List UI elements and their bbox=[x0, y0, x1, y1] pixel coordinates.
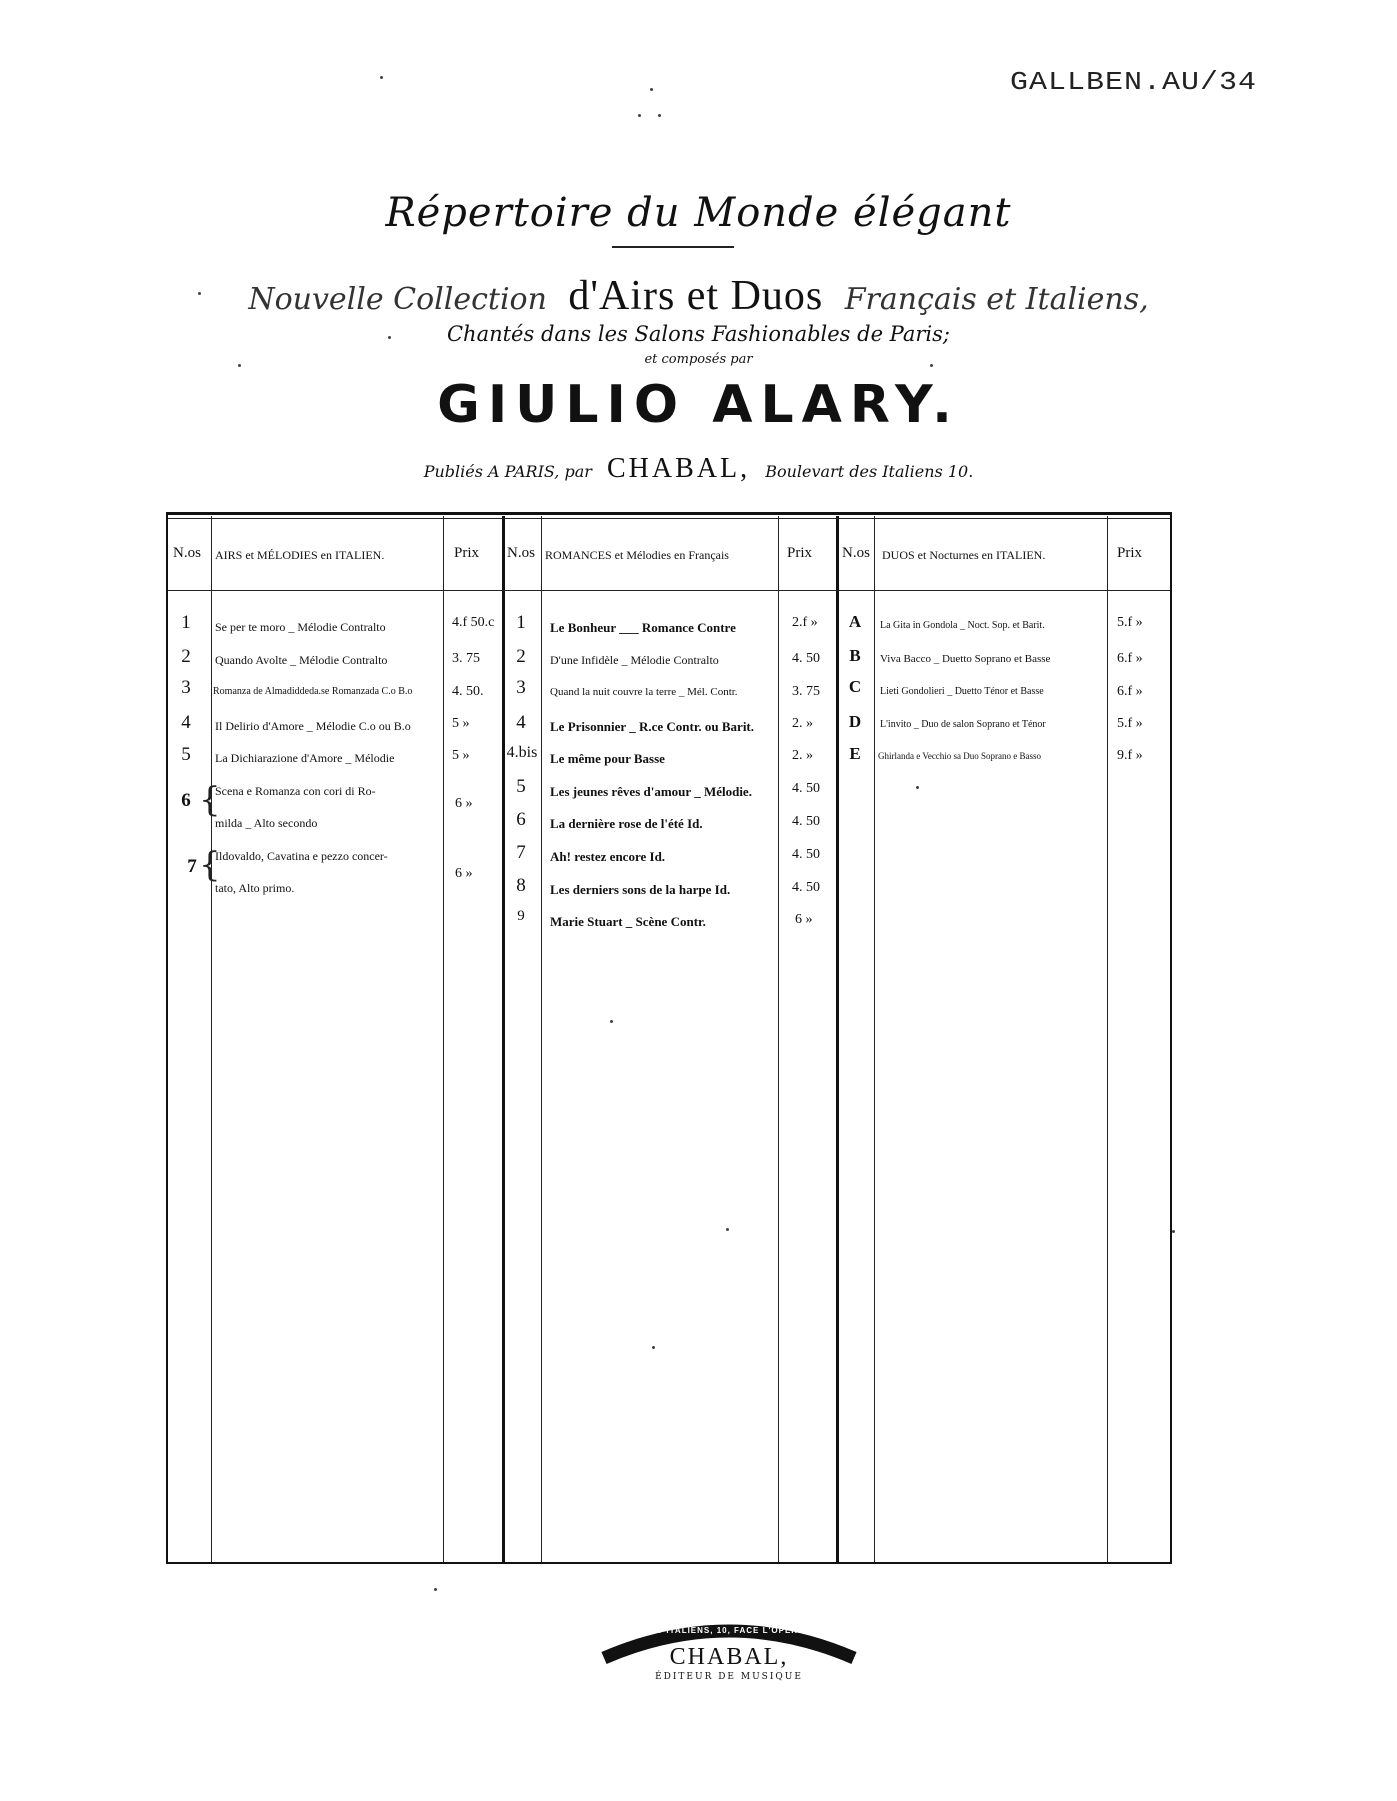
table-row-title: Les derniers sons de la harpe Id. bbox=[550, 882, 731, 897]
composes-par: et composés par bbox=[644, 352, 753, 367]
col-divider bbox=[443, 516, 444, 1562]
brace: { bbox=[199, 780, 221, 820]
table-row-price: 6 » bbox=[455, 796, 473, 811]
table-row-price: 6 » bbox=[795, 912, 813, 927]
table-row-price: 3. 75 bbox=[452, 651, 480, 666]
header-prix: Prix bbox=[454, 545, 480, 561]
publie-a-paris: Publiés A PARIS, par bbox=[423, 462, 592, 481]
row-number: 4.bis bbox=[506, 744, 538, 761]
section-divider bbox=[836, 516, 839, 1562]
composer-name: GIULIO ALARY. bbox=[437, 375, 960, 435]
table-row-title: Quando Avolte _ Mélodie Contralto bbox=[215, 653, 388, 667]
row-number: 6 bbox=[181, 790, 191, 811]
table-row-title: La dernière rose de l'été Id. bbox=[550, 816, 703, 831]
col-divider bbox=[1107, 516, 1108, 1562]
table-row-title-cont: milda _ Alto secondo bbox=[215, 816, 318, 830]
table-row-title: Le même pour Basse bbox=[550, 751, 665, 766]
table-row-price: 5 » bbox=[452, 716, 470, 731]
table-row-title: Se per te moro _ Mélodie Contralto bbox=[215, 620, 386, 634]
row-number: A bbox=[848, 612, 862, 631]
table-row-price: 3. 75 bbox=[792, 684, 820, 699]
table-row-title: Les jeunes rêves d'amour _ Mélodie. bbox=[550, 784, 752, 799]
catalogue-table bbox=[166, 512, 1172, 1564]
publisher-name: CHABAL, bbox=[606, 453, 751, 484]
title-rule bbox=[612, 246, 734, 248]
table-row-price: 4. 50 bbox=[792, 847, 820, 862]
table-row-price: 5.f » bbox=[1117, 716, 1143, 731]
table-row-title: L'invito _ Duo de salon Soprano et Ténor bbox=[880, 719, 1046, 730]
header-no: N.os bbox=[842, 545, 870, 561]
row-number: 1 bbox=[181, 612, 191, 633]
table-row-title: Romanza de Almadiddeda.se Romanzada C.o B.o bbox=[213, 686, 413, 697]
stamp-subtitle: ÉDITEUR DE MUSIQUE bbox=[655, 1672, 803, 1682]
table-row-title: Ildovaldo, Cavatina e pezzo concer- bbox=[215, 849, 388, 863]
publisher-address: Boulevart des Italiens 10. bbox=[765, 462, 974, 481]
row-number: 5 bbox=[516, 776, 526, 797]
table-row-title: Quand la nuit couvre la terre _ Mél. Contr. bbox=[550, 686, 738, 698]
table-row-price: 4. 50 bbox=[792, 880, 820, 895]
table-row-price: 6.f » bbox=[1117, 684, 1143, 699]
col-divider bbox=[541, 516, 542, 1562]
table-row-title: Viva Bacco _ Duetto Soprano et Basse bbox=[880, 653, 1051, 665]
table-row-price: 5.f » bbox=[1117, 615, 1143, 630]
table-row-title: La Dichiarazione d'Amore _ Mélodie bbox=[215, 751, 395, 765]
francais-italiens: Français et Italiens, bbox=[844, 282, 1149, 317]
table-row-title: La Gita in Gondola _ Noct. Sop. et Barit. bbox=[880, 620, 1045, 631]
header-no: N.os bbox=[507, 545, 535, 561]
airs-et-duos: d'Airs et Duos bbox=[568, 273, 824, 319]
table-row-title-cont: tato, Alto primo. bbox=[215, 881, 295, 895]
section-divider bbox=[502, 516, 505, 1562]
table-row-price: 4. 50. bbox=[452, 684, 484, 699]
table-row-price: 4.f 50.c bbox=[452, 615, 495, 630]
header-prix: Prix bbox=[787, 545, 813, 561]
table-row-title: Il Delirio d'Amore _ Mélodie C.o ou B.o bbox=[215, 719, 411, 733]
row-number: 7 bbox=[516, 842, 526, 863]
row-number: 2 bbox=[516, 646, 526, 667]
table-row-title: D'une Infidèle _ Mélodie Contralto bbox=[550, 653, 719, 667]
table-row-title: Ah! restez encore Id. bbox=[550, 849, 666, 864]
publisher-stamp bbox=[598, 1614, 860, 1682]
header-airs-italien: AIRS et MÉLODIES en ITALIEN. bbox=[215, 548, 385, 562]
table-row-price: 5 » bbox=[452, 748, 470, 763]
row-number: 7 bbox=[187, 856, 197, 877]
row-number: 1 bbox=[516, 612, 526, 633]
row-number: 4 bbox=[516, 712, 526, 733]
header-rule bbox=[168, 590, 1170, 591]
row-number: B bbox=[849, 646, 861, 665]
table-row-price: 2. » bbox=[792, 716, 813, 731]
table-row-price: 6 » bbox=[455, 866, 473, 881]
header-no: N.os bbox=[173, 545, 201, 561]
chantes-line: Chantés dans les Salons Fashionables de Paris; bbox=[446, 322, 950, 346]
col-divider bbox=[874, 516, 875, 1562]
table-row-title: Marie Stuart _ Scène Contr. bbox=[550, 914, 706, 929]
row-number: C bbox=[848, 677, 862, 696]
table-row-price: 4. 50 bbox=[792, 781, 820, 796]
table-row-price: 9.f » bbox=[1117, 748, 1143, 763]
table-row-title: Ghirlanda e Vecchio sa Duo Soprano e Basso bbox=[878, 751, 1042, 761]
collection-subtitle bbox=[0, 272, 1397, 320]
table-row-title: Lieti Gondolieri _ Duetto Ténor et Basse bbox=[880, 686, 1044, 697]
table-row-title: Le Prisonnier _ R.ce Contr. ou Barit. bbox=[550, 719, 755, 734]
row-number: E bbox=[849, 744, 861, 763]
collection-title: Répertoire du Monde élégant bbox=[385, 190, 1012, 236]
table-row-price: 4. 50 bbox=[792, 814, 820, 829]
header-romances: ROMANCES et Mélodies en Français bbox=[545, 548, 729, 562]
brace: { bbox=[199, 845, 221, 885]
col-divider bbox=[211, 516, 212, 1562]
row-number: 5 bbox=[181, 744, 191, 765]
table-row-title: Scena e Romanza con cori di Ro- bbox=[215, 784, 376, 798]
table-row-title: Le Bonheur ___ Romance Contre bbox=[550, 620, 736, 635]
row-number: 9 bbox=[517, 908, 525, 924]
table-row-price: 6.f » bbox=[1117, 651, 1143, 666]
stamp-name: CHABAL, bbox=[669, 1644, 789, 1670]
nouvelle-collection: Nouvelle Collection bbox=[248, 282, 547, 317]
header-rule bbox=[168, 518, 1170, 519]
header-duos: DUOS et Nocturnes en ITALIEN. bbox=[882, 548, 1046, 562]
row-number: 3 bbox=[516, 677, 526, 698]
row-number: 3 bbox=[181, 677, 191, 698]
row-number: D bbox=[848, 712, 862, 731]
table-row-price: 2.f » bbox=[792, 615, 818, 630]
row-number: 6 bbox=[516, 809, 526, 830]
stamp-address: BOULEVART ITALIENS, 10, FACE L'OPÉRA COMIQUE bbox=[605, 1626, 853, 1635]
header-prix: Prix bbox=[1117, 545, 1143, 561]
col-divider bbox=[778, 516, 779, 1562]
row-number: 8 bbox=[516, 875, 526, 896]
table-row-price: 2. » bbox=[792, 748, 813, 763]
shelfmark: GALLBEN.AU/34 bbox=[1010, 68, 1258, 98]
row-number: 2 bbox=[181, 646, 191, 667]
publisher-line bbox=[0, 453, 1397, 485]
row-number: 4 bbox=[181, 712, 191, 733]
table-row-price: 4. 50 bbox=[792, 651, 820, 666]
